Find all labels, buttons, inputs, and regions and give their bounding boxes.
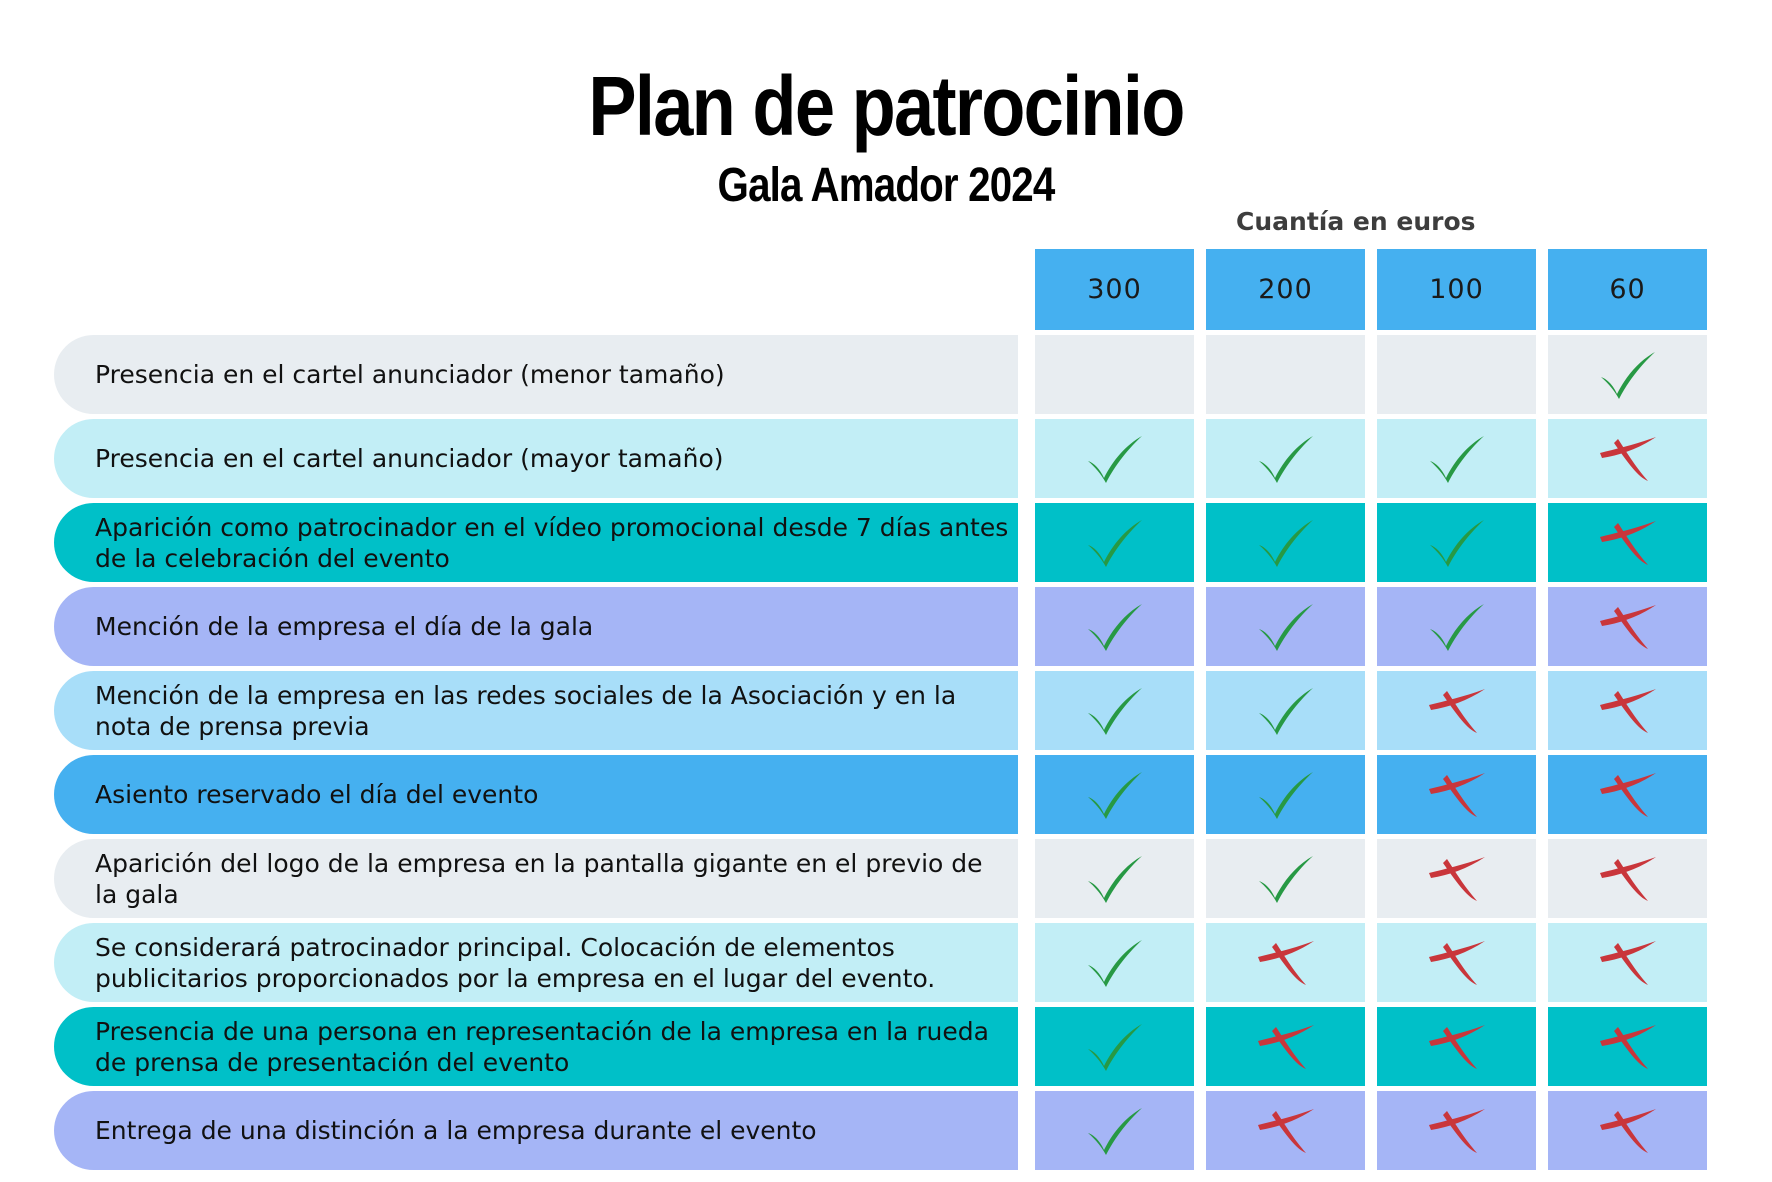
check-icon [1256,769,1316,821]
tier-cell-300 [1035,1091,1194,1170]
table-row [54,1091,1702,1170]
benefit-label: Aparición como patrocinador en el vídeo promocional desde 7 días antes de la celebración del evento [54,503,1018,582]
column-header-200: 200 [1206,249,1365,330]
tier-cell-300 [1035,1007,1194,1086]
check-icon [1256,853,1316,905]
table-row [54,335,1702,414]
tier-cell-300 [1035,503,1194,582]
check-icon [1427,601,1487,653]
tier-cell-60 [1548,1007,1707,1086]
check-icon [1085,1021,1145,1073]
cross-icon [1256,937,1316,989]
column-header-300: 300 [1035,249,1194,330]
table-row [54,755,1702,834]
check-icon [1085,1105,1145,1157]
tier-cell-60 [1548,335,1707,414]
tier-cell-200 [1206,923,1365,1002]
tier-cell-100 [1377,755,1536,834]
amount-caption: Cuantía en euros [1236,207,1476,236]
tier-cell-100 [1377,923,1536,1002]
benefit-label: Entrega de una distinción a la empresa durante el evento [54,1091,1018,1170]
cross-icon [1598,937,1658,989]
tier-cell-60 [1548,503,1707,582]
tier-cell-300 [1035,923,1194,1002]
tier-cell-100 [1377,587,1536,666]
check-icon [1085,601,1145,653]
cross-icon [1427,1021,1487,1073]
tier-cell-300 [1035,671,1194,750]
cross-icon [1598,601,1658,653]
table-row [54,503,1702,582]
benefit-label: Asiento reservado el día del evento [54,755,1018,834]
benefit-label: Aparición del logo de la empresa en la pantalla gigante en el previo de la gala [54,839,1018,918]
cross-icon [1598,1105,1658,1157]
check-icon [1085,517,1145,569]
tier-cell-100 [1377,671,1536,750]
check-icon [1598,349,1658,401]
tier-cell-100 [1377,419,1536,498]
benefit-label: Presencia en el cartel anunciador (menor tamaño) [54,335,1018,414]
table-row [54,1007,1702,1086]
tier-cell-200 [1206,1091,1365,1170]
tier-cell-300 [1035,419,1194,498]
tier-cell-60 [1548,755,1707,834]
table-row [54,923,1702,1002]
cross-icon [1598,685,1658,737]
cross-icon [1427,769,1487,821]
tier-cell-100 [1377,1091,1536,1170]
tier-cell-100 [1377,335,1536,414]
tier-cell-60 [1548,587,1707,666]
check-icon [1256,685,1316,737]
table-row [54,839,1702,918]
tier-cell-200 [1206,503,1365,582]
check-icon [1085,685,1145,737]
cross-icon [1256,1105,1316,1157]
benefit-label: Mención de la empresa en las redes sociales de la Asociación y en la nota de prensa previa [54,671,1018,750]
benefit-label: Presencia de una persona en representación de la empresa en la rueda de prensa de presentación del evento [54,1007,1018,1086]
column-header-100: 100 [1377,249,1536,330]
check-icon [1256,517,1316,569]
tier-cell-300 [1035,587,1194,666]
benefit-label: Mención de la empresa el día de la gala [54,587,1018,666]
tier-cell-60 [1548,671,1707,750]
page-title: Plan de patrocinio [588,59,1184,153]
tier-cell-100 [1377,503,1536,582]
cross-icon [1598,1021,1658,1073]
cross-icon [1427,1105,1487,1157]
tier-cell-60 [1548,419,1707,498]
cross-icon [1427,685,1487,737]
cross-icon [1598,853,1658,905]
page-subtitle: Gala Amador 2024 [717,159,1055,212]
tier-cell-300 [1035,335,1194,414]
cross-icon [1598,517,1658,569]
tier-cell-60 [1548,839,1707,918]
tier-cell-200 [1206,755,1365,834]
cross-icon [1598,769,1658,821]
table-row [54,587,1702,666]
tier-cell-200 [1206,671,1365,750]
tier-cell-200 [1206,335,1365,414]
check-icon [1256,433,1316,485]
table-row [54,671,1702,750]
column-header-60: 60 [1548,249,1707,330]
cross-icon [1427,853,1487,905]
tier-cell-100 [1377,839,1536,918]
tier-cell-300 [1035,755,1194,834]
check-icon [1085,937,1145,989]
benefit-label: Se considerará patrocinador principal. Colocación de elementos publicitarios proporcionados por la empresa en el lugar del evento. [54,923,1018,1002]
tier-cell-200 [1206,587,1365,666]
check-icon [1427,433,1487,485]
check-icon [1085,769,1145,821]
check-icon [1427,517,1487,569]
check-icon [1085,433,1145,485]
tier-cell-60 [1548,923,1707,1002]
check-icon [1085,853,1145,905]
tier-cell-200 [1206,419,1365,498]
tier-cell-200 [1206,1007,1365,1086]
check-icon [1256,601,1316,653]
tier-cell-100 [1377,1007,1536,1086]
benefit-label: Presencia en el cartel anunciador (mayor tamaño) [54,419,1018,498]
tier-cell-200 [1206,839,1365,918]
cross-icon [1427,937,1487,989]
table-row [54,419,1702,498]
cross-icon [1256,1021,1316,1073]
cross-icon [1598,433,1658,485]
tier-cell-60 [1548,1091,1707,1170]
tier-cell-300 [1035,839,1194,918]
